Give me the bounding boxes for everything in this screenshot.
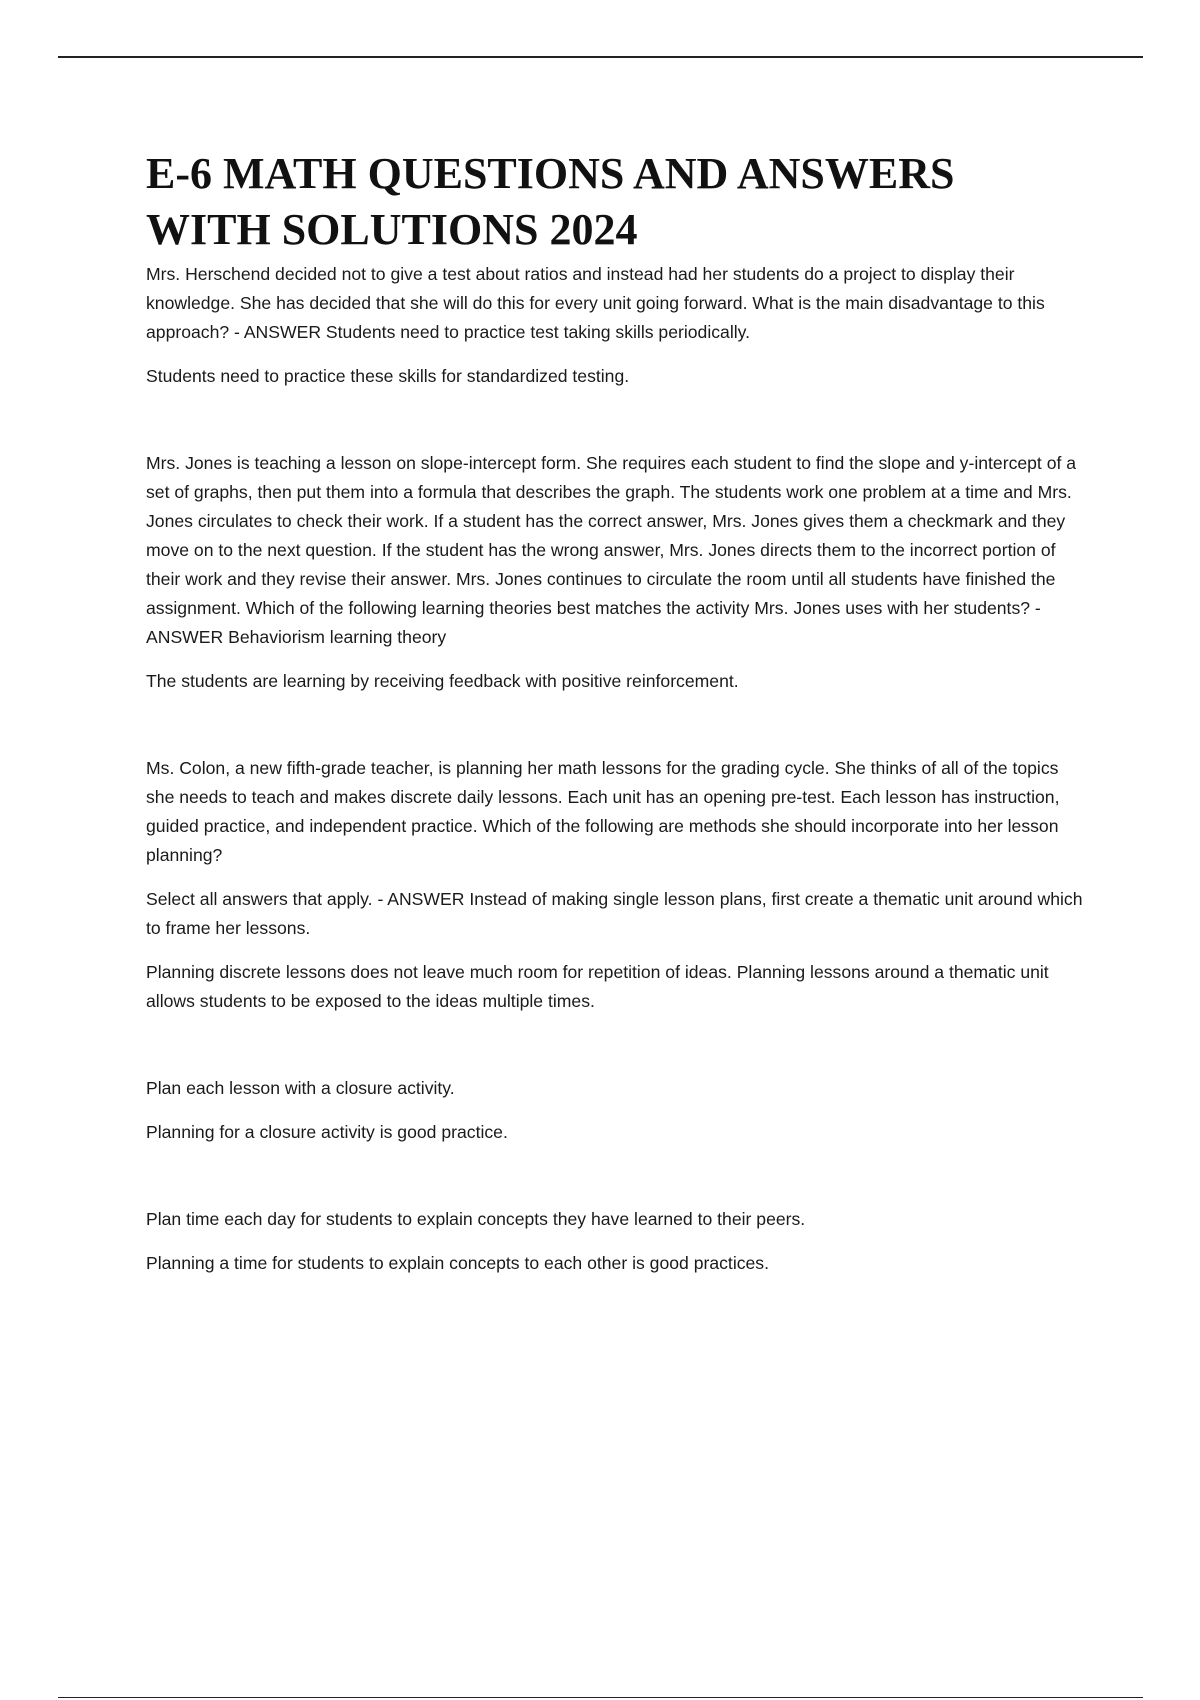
paragraph-q3-option-closure: Plan each lesson with a closure activity. — [146, 1078, 455, 1098]
paragraph-q2: Mrs. Jones is teaching a lesson on slope-intercept form. She requires each student to find the slope and y-intercept of a set of graphs, then put them into a formula that describes the graph. The students work one problem at a time and Mrs. Jones circulates to check their work. If a student has the correct answer, Mrs. Jones gives them a checkmark and they move on to the next question. If the student has the wrong answer, Mrs. Jones directs them to the incorrect portion of their work and they revise their answer. Mrs. Jones continues to circulate the room until all students have finished the assignment. Which of the following learning theories best matches the activity Mrs. Jones uses with her students? - ANSWER Behaviorism learning theory — [146, 453, 1077, 647]
bottom-rule — [58, 1697, 1143, 1698]
paragraph-q3-answer: Select all answers that apply. - ANSWER Instead of making single lesson plans, first create a thematic unit around which to frame her lessons. — [146, 889, 1083, 938]
paragraph-q1-explanation: Students need to practice these skills for standardized testing. — [146, 366, 630, 386]
paragraph-q3-option-peers: Plan time each day for students to explain concepts they have learned to their peers. — [146, 1209, 806, 1229]
paragraph-q1: Mrs. Herschend decided not to give a test about ratios and instead had her students do a project to display their knowledge. She has decided that she will do this for every unit going forward. What is the main disadvantage to this approach? - ANSWER Students need to practice test taking skills periodically. — [146, 264, 1045, 342]
document-body — [146, 146, 1086, 1278]
top-rule — [58, 56, 1143, 58]
paragraph-q3-explanation: Planning discrete lessons does not leave much room for repetition of ideas. Planning lessons around a thematic unit allows students to be exposed to the ideas multiple times. — [146, 962, 1049, 1011]
paragraph-q3-option-peers-explanation: Planning a time for students to explain concepts to each other is good practices. — [146, 1253, 769, 1273]
paragraph-q2-explanation: The students are learning by receiving feedback with positive reinforcement. — [146, 671, 739, 691]
page-title: E-6 MATH QUESTIONS AND ANSWERS WITH SOLUTIONS 2024 — [146, 149, 955, 254]
paragraph-q3-option-closure-explanation: Planning for a closure activity is good practice. — [146, 1122, 508, 1142]
paragraph-q3: Ms. Colon, a new fifth-grade teacher, is planning her math lessons for the grading cycle. She thinks of all of the topics she needs to teach and makes discrete daily lessons. Each unit has an opening pre-test. Each lesson has instruction, guided practice, and independent practice. Which of the following are methods she should incorporate into her lesson planning? — [146, 758, 1060, 865]
